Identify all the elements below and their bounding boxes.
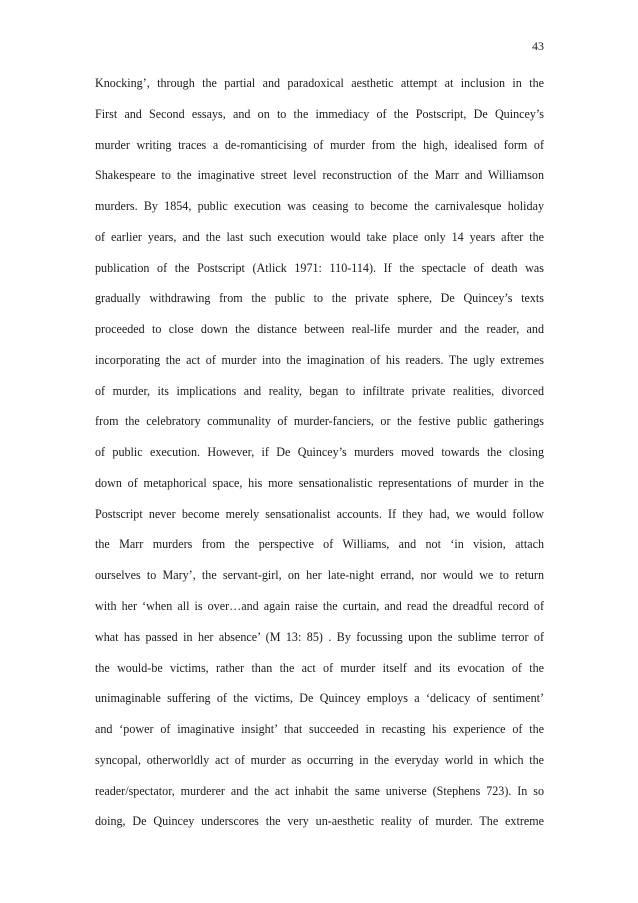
text-line: ourselves to Mary’, the servant-girl, on her late-night errand, nor would we to return: [95, 568, 544, 583]
text-line: what has passed in her absence’ (M 13: 85) . By focussing upon the sublime terror of: [95, 629, 544, 644]
text-line: murders. By 1854, public execution was ceasing to become the carnivalesque holiday: [95, 199, 544, 214]
text-line: Shakespeare to the imaginative street level reconstruction of the Marr and Williamson: [95, 168, 544, 183]
text-line: proceeded to close down the distance between real-life murder and the reader, and: [95, 322, 544, 337]
text-line: doing, De Quincey underscores the very un-aesthetic reality of murder. The extreme: [95, 814, 544, 829]
body-text: [95, 68, 544, 837]
text-line: down of metaphorical space, his more sensationalistic representations of murder in the: [95, 475, 544, 490]
text-line: of earlier years, and the last such execution would take place only 14 years after the: [95, 229, 544, 244]
text-line: syncopal, otherworldly act of murder as occurring in the everyday world in which the: [95, 752, 544, 767]
text-line: gradually withdrawing from the public to the private sphere, De Quincey’s texts: [95, 291, 544, 306]
text-line: Postscript never become merely sensationalist accounts. If they had, we would follow: [95, 506, 544, 521]
text-line: murder writing traces a de-romanticising of murder from the high, idealised form of: [95, 137, 544, 152]
text-line: of public execution. However, if De Quincey’s murders moved towards the closing: [95, 445, 544, 460]
text-line: the Marr murders from the perspective of Williams, and not ‘in vision, attach: [95, 537, 544, 552]
text-line: Knocking’, through the partial and paradoxical aesthetic attempt at inclusion in the: [95, 76, 544, 90]
text-line: the would-be victims, rather than the act of murder itself and its evocation of the: [95, 660, 544, 675]
text-line: incorporating the act of murder into the imagination of his readers. The ugly extremes: [95, 352, 544, 367]
text-line: and ‘power of imaginative insight’ that succeeded in recasting his experience of the: [95, 722, 544, 737]
text-line: from the celebratory communality of murder-fanciers, or the festive public gatherings: [95, 414, 544, 429]
text-line: of murder, its implications and reality, began to infiltrate private realities, divorced: [95, 383, 544, 398]
text-line: reader/spectator, murderer and the act inhabit the same universe (Stephens 723). In so: [95, 783, 544, 798]
page-number: 43: [532, 39, 544, 53]
text-line: with her ‘when all is over…and again raise the curtain, and read the dreadful record of: [95, 599, 544, 614]
text-line: First and Second essays, and on to the immediacy of the Postscript, De Quincey’s: [95, 106, 544, 121]
text-line: unimaginable suffering of the victims, De Quincey employs a ‘delicacy of sentiment’: [95, 691, 544, 706]
text-line: publication of the Postscript (Atlick 1971: 110-114). If the spectacle of death was: [95, 260, 544, 275]
